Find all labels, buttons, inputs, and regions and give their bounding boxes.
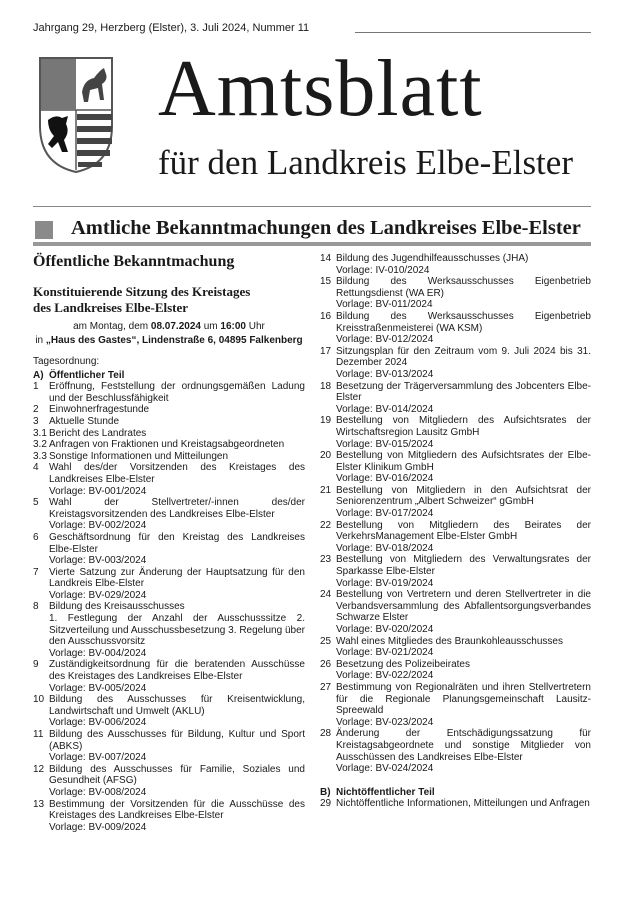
- agenda-item: [320, 415, 591, 450]
- agenda-item-number: 2: [33, 404, 39, 416]
- agenda-item-body: [336, 276, 591, 311]
- agenda-item-number: 25: [320, 635, 332, 647]
- agenda-item-text: Eröffnung, Feststellung der ordnungsgemäßen Ladung und der Beschlussfähigkeit: [49, 381, 305, 404]
- agenda-item: [320, 381, 591, 416]
- agenda-item-body: [336, 798, 591, 810]
- agenda-item: [33, 416, 305, 428]
- agenda-list: [320, 798, 591, 810]
- agenda-item-number: 15: [320, 276, 332, 288]
- agenda-item-body: [49, 799, 305, 834]
- agenda-item-body: [49, 404, 305, 416]
- agenda-item: [320, 554, 591, 589]
- agenda-item-text: Wahl des/der Vorsitzenden des Kreistages des Landkreises Elbe-Elster: [49, 462, 305, 485]
- agenda-item-number: 29: [320, 798, 332, 810]
- agenda-item-body: [49, 462, 305, 497]
- agenda-item-body: [336, 485, 591, 520]
- divider: [355, 32, 591, 33]
- agenda-item-vorlage: Vorlage: BV-006/2024: [49, 717, 147, 729]
- agenda-item-number: 11: [33, 729, 44, 740]
- agenda-item-vorlage: Vorlage: BV-005/2024: [49, 682, 147, 694]
- agenda-item-vorlage: Vorlage: BV-001/2024: [49, 485, 147, 497]
- agenda-item-number: 19: [320, 415, 332, 427]
- agenda-item-body: [49, 497, 305, 532]
- agenda-item-text: Bestellung von Mitgliedern des Aufsichtsrates der Elbe-Elster Klinikum GmbH: [336, 450, 591, 473]
- agenda-item-text: Anfragen von Fraktionen und Kreistagsabgeordneten: [49, 439, 285, 451]
- agenda-item-vorlage: Vorlage: BV-013/2024: [336, 368, 434, 380]
- agenda-item: [33, 532, 305, 567]
- agenda-item-body: [336, 682, 591, 728]
- agenda-item: [33, 567, 305, 602]
- agenda-item-body: [49, 694, 305, 729]
- agenda-item: [320, 276, 591, 311]
- agenda-item-body: [336, 311, 591, 346]
- left-column: [33, 252, 305, 833]
- agenda-item-text: Besetzung der Trägerversammlung des Jobcenters Elbe-Elster: [336, 380, 591, 404]
- agenda-item-text: Bestellung von Mitgliedern des Aufsichtsrates der Wirtschaftsregion Lausitz GmbH: [336, 415, 591, 438]
- agenda-item-text: Einwohnerfragestunde: [49, 404, 150, 416]
- notice-title-line: Konstituierende Sitzung des Kreistages: [33, 284, 251, 299]
- agenda-item-number: 3: [33, 415, 39, 427]
- agenda-item-text: Sitzungsplan für den Zeitraum vom 9. Juli 2024 bis 31. Dezember 2024: [336, 345, 591, 369]
- agenda-item-body: [49, 601, 305, 659]
- agenda-item-number: 20: [320, 450, 332, 462]
- agenda-item-body: [49, 416, 305, 428]
- agenda-item-number: 3.3: [33, 450, 47, 462]
- part-a-heading: A) Öffentlicher Teil: [33, 369, 125, 381]
- agenda-item-text: Geschäftsordnung für den Kreistag des Landkreises Elbe-Elster: [49, 531, 305, 555]
- agenda-item-text: Wahl eines Mitgliedes des Braunkohleausschusses: [336, 635, 563, 647]
- agenda-item-body: [336, 636, 591, 659]
- agenda-item: [33, 381, 305, 404]
- agenda-item-text: Bestellung von Vertretern und deren Stellvertreter in die Verbandsversammlung des Abfallentsorgungsverbandes Schwarze Elster: [336, 589, 591, 624]
- agenda-item: [33, 729, 305, 764]
- notice-title-line: des Landkreises Elbe-Elster: [33, 300, 189, 315]
- section-rule: [33, 242, 591, 246]
- agenda-item-number: 3.2: [33, 439, 47, 451]
- agenda-item-vorlage: Vorlage: BV-003/2024: [49, 555, 147, 567]
- agenda-item: [33, 497, 305, 532]
- agenda-item: [33, 451, 305, 463]
- agenda-item-number: 4: [33, 462, 39, 474]
- agenda-item: [320, 311, 591, 346]
- agenda-item-text: Nichtöffentliche Informationen, Mitteilungen und Anfragen: [336, 798, 590, 810]
- agenda-item-number: 1: [33, 381, 39, 393]
- agenda-item-body: [49, 381, 305, 404]
- agenda-item-vorlage: Vorlage: BV-016/2024: [336, 473, 434, 485]
- agenda-item-vorlage: Vorlage: BV-012/2024: [336, 334, 434, 346]
- agenda-item-body: [49, 439, 305, 451]
- masthead-title: Amtsblatt: [158, 45, 483, 133]
- agenda-item-vorlage: Vorlage: BV-022/2024: [336, 670, 434, 682]
- agenda-item-body: [336, 728, 591, 774]
- agenda-item-vorlage: Vorlage: BV-014/2024: [336, 403, 434, 415]
- agenda-item: [320, 798, 591, 810]
- agenda-item: [320, 485, 591, 520]
- section-heading: Amtliche Bekanntmachungen des Landkreises Elbe-Elster: [71, 217, 581, 239]
- agenda-item-number: 9: [33, 659, 39, 671]
- agenda-item-body: [49, 532, 305, 567]
- meeting-place: in „Haus des Gastes“, Lindenstraße 6, 04895 Falkenberg: [35, 335, 303, 346]
- coat-of-arms-logo: [38, 56, 114, 174]
- agenda-item-number: 12: [33, 763, 45, 775]
- agenda-item-vorlage: Vorlage: BV-029/2024: [49, 589, 147, 601]
- agenda-label: Tagesordnung:: [33, 356, 100, 367]
- agenda-item-vorlage: Vorlage: BV-007/2024: [49, 752, 147, 764]
- agenda-item-text: Bildung des Ausschusses für Familie, Soziales und Gesundheit (AFSG): [49, 763, 305, 787]
- agenda-item-sub: 1. Festlegung der Anzahl der Ausschusssitze 2. Sitzverteilung und Ausschussbesetzung 3. Regelung über den Ausschussvorsitz: [49, 613, 305, 648]
- notice-title: [33, 284, 305, 316]
- agenda-item-number: 6: [33, 531, 39, 543]
- agenda-item-body: [49, 567, 305, 602]
- agenda-item-number: 3.1: [33, 427, 47, 439]
- agenda-item-body: [49, 659, 305, 694]
- agenda-item-number: 8: [33, 601, 39, 613]
- agenda-item-vorlage: Vorlage: BV-004/2024: [49, 647, 147, 659]
- agenda-item-text: Sonstige Informationen und Mitteilungen: [49, 450, 229, 462]
- agenda-list: [33, 381, 305, 833]
- agenda-item-number: 14: [320, 253, 332, 264]
- agenda-list: [320, 253, 591, 775]
- agenda-item: [320, 589, 591, 635]
- agenda-item: [33, 601, 305, 659]
- agenda-item-text: Bericht des Landrates: [49, 427, 147, 439]
- agenda-item-number: 7: [33, 566, 39, 578]
- agenda-item: [33, 428, 305, 440]
- agenda-item-text: Bildung des Werksausschusses Eigenbetrieb Kreisstraßenmeisterei (WA KSM): [336, 310, 591, 334]
- agenda-item-vorlage: Vorlage: IV-010/2024: [336, 264, 430, 276]
- agenda-item-text: Bestellung von Mitgliedern des Verwaltungsrates der Sparkasse Elbe-Elster: [336, 554, 591, 578]
- agenda-item-number: 26: [320, 658, 332, 670]
- agenda-item-vorlage: Vorlage: BV-018/2024: [336, 542, 434, 554]
- agenda-item: [33, 764, 305, 799]
- agenda-item-number: 23: [320, 554, 332, 566]
- agenda-item: [320, 346, 591, 381]
- agenda-item-body: [49, 451, 305, 463]
- agenda-item-body: [336, 589, 591, 635]
- agenda-item-body: [336, 381, 591, 416]
- agenda-item-text: Bestellung von Mitgliedern in den Aufsichtsrat der Seniorenzentrum „Albert Schweizer“ gGmbH: [336, 484, 591, 508]
- agenda-item-number: 16: [320, 310, 332, 322]
- agenda-item: [33, 439, 305, 451]
- agenda-item-body: [336, 554, 591, 589]
- agenda-item-text: Änderung der Entschädigungssatzung für Kreistagsabgeordnete und sonstige Mitglieder von Ausschüssen des Landkreises Elbe-Elster: [336, 728, 591, 763]
- agenda-item-text: Bildung des Ausschusses für Bildung, Kultur und Sport (ABKS): [49, 729, 305, 752]
- agenda-item-number: 28: [320, 728, 332, 740]
- agenda-item: [33, 462, 305, 497]
- agenda-item: [320, 520, 591, 555]
- agenda-item: [320, 659, 591, 682]
- agenda-item: [33, 694, 305, 729]
- agenda-item-text: Bestellung von Mitgliedern des Beirates der VerkehrsManagement Elbe-Elster GmbH: [336, 519, 591, 543]
- agenda-item-vorlage: Vorlage: BV-011/2024: [336, 299, 433, 311]
- agenda-item-number: 17: [320, 345, 332, 357]
- agenda-item-number: 27: [320, 681, 332, 693]
- agenda-item-body: [49, 729, 305, 764]
- meeting-date: am Montag, dem 08.07.2024 um 16:00 Uhr: [73, 321, 265, 332]
- agenda-item-body: [336, 450, 591, 485]
- agenda-item-vorlage: Vorlage: BV-017/2024: [336, 508, 434, 520]
- agenda-item-vorlage: Vorlage: BV-023/2024: [336, 716, 434, 728]
- agenda-item-number: 24: [320, 589, 332, 601]
- agenda-item: [320, 682, 591, 728]
- agenda-item-vorlage: Vorlage: BV-009/2024: [49, 821, 147, 833]
- agenda-item-body: [336, 346, 591, 381]
- agenda-item: [320, 728, 591, 774]
- agenda-item-text: Bildung des Kreisausschusses: [49, 601, 185, 613]
- agenda-item-vorlage: Vorlage: BV-024/2024: [336, 763, 434, 775]
- agenda-item-number: 10: [33, 694, 45, 706]
- agenda-item-body: [336, 415, 591, 450]
- agenda-item-body: [336, 253, 591, 276]
- agenda-item-text: Aktuelle Stunde: [49, 415, 120, 427]
- agenda-item-vorlage: Vorlage: BV-002/2024: [49, 520, 147, 532]
- agenda-item-body: [336, 659, 591, 682]
- agenda-item-text: Bildung des Jugendhilfeausschusses (JHA): [336, 253, 529, 264]
- agenda-item-vorlage: Vorlage: BV-019/2024: [336, 577, 434, 589]
- agenda-item: [320, 450, 591, 485]
- agenda-item-number: 21: [320, 484, 332, 496]
- agenda-item-body: [336, 520, 591, 555]
- agenda-item-vorlage: Vorlage: BV-008/2024: [49, 786, 147, 798]
- agenda-item-text: Vierte Satzung zur Änderung der Hauptsatzung für den Landkreis Elbe-Elster: [49, 566, 305, 590]
- agenda-item-vorlage: Vorlage: BV-021/2024: [336, 647, 434, 659]
- agenda-item-number: 13: [33, 798, 45, 810]
- masthead-subtitle: für den Landkreis Elbe-Elster: [158, 143, 573, 182]
- section-marker: [35, 221, 53, 239]
- agenda-item-number: 5: [33, 497, 39, 509]
- agenda-item-body: [49, 428, 305, 440]
- agenda-item-text: Bestimmung von Regionalräten und ihren Stellvertretern für die Regionale Planungsgemeinschaft Lausitz-Spreewald: [336, 681, 591, 717]
- agenda-item-vorlage: Vorlage: BV-015/2024: [336, 438, 434, 450]
- issue-line: Jahrgang 29, Herzberg (Elster), 3. Juli 2024, Nummer 11: [33, 22, 310, 34]
- part-b-heading: B) Nichtöffentlicher Teil: [320, 786, 435, 798]
- agenda-item-text: Bestimmung der Vorsitzenden für die Ausschüsse des Kreistages des Landkreises Elbe-Elster: [49, 798, 305, 822]
- agenda-item: [33, 404, 305, 416]
- agenda-item-text: Bildung des Werksausschusses Eigenbetrieb Rettungsdienst (WA ER): [336, 276, 591, 299]
- agenda-item: [320, 636, 591, 659]
- agenda-item-number: 22: [320, 519, 332, 531]
- agenda-item-text: Bildung des Ausschusses für Kreisentwicklung, Landwirtschaft und Umwelt (AKLU): [49, 694, 305, 717]
- agenda-item-text: Zuständigkeitsordnung für die beratenden Ausschüsse des Kreistages des Landkreises Elbe-Elster: [49, 659, 305, 683]
- agenda-item-body: [49, 764, 305, 799]
- right-column: [320, 253, 591, 810]
- agenda-item-number: 18: [320, 380, 332, 392]
- agenda-item: [33, 659, 305, 694]
- agenda-item-text: Wahl der Stellvertreter/-innen des/der Kreistagsvorsitzenden des Landkreises Elbe-Elster: [49, 497, 305, 520]
- notice-heading: Öffentliche Bekanntmachung: [33, 253, 235, 270]
- agenda-item: [320, 253, 591, 276]
- agenda-item-text: Besetzung des Polizeibeirates: [336, 658, 470, 670]
- divider: [33, 206, 591, 207]
- agenda-item: [33, 799, 305, 834]
- agenda-item-vorlage: Vorlage: BV-020/2024: [336, 624, 434, 635]
